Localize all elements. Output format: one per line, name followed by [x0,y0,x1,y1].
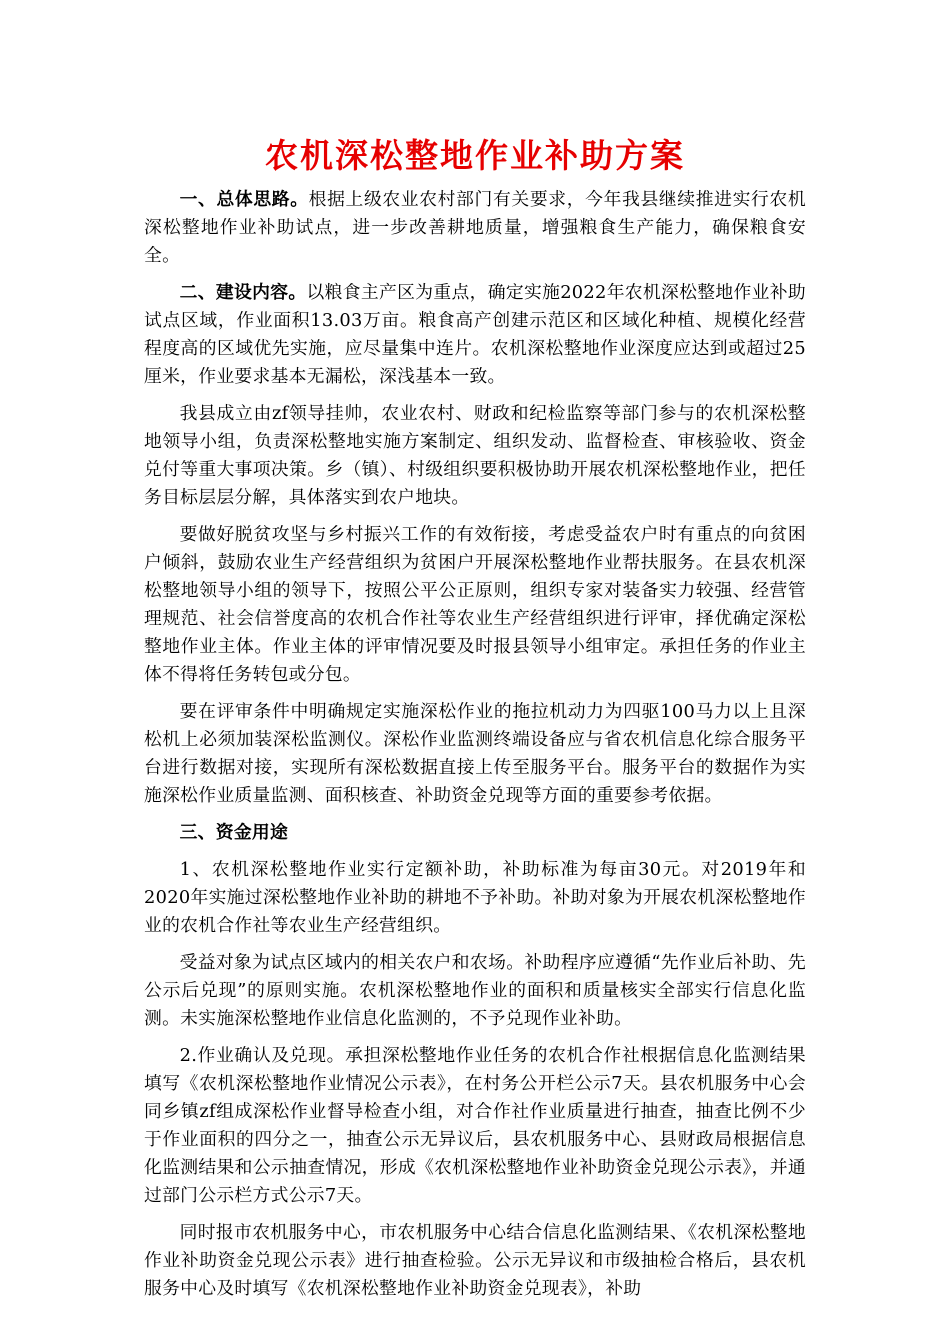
paragraph-evaluation-conditions [144,698,806,810]
paragraph-text: 要做好脱贫攻坚与乡村振兴工作的有效衔接，考虑受益农户时有重点的向贫困户倾斜，鼓励农业生产经营组织为贫困户开展深松整地作业帮扶服务。在县农机深松整地领导小组的领导下，按照公平公正原则，组织专家对装备实力较强、经营管理规范、社会信誉度高的农机合作社等农业生产经营组织进行评审，择优确定深松整地作业主体。作业主体的评审情况要及时报县领导小组审定。承担任务的作业主体不得将任务转包或分包。 [144,524,806,685]
paragraph-beneficiaries [144,949,806,1033]
paragraph-text: 以粮食主产区为重点，确定实施2022年农机深松整地作业补助试点区域，作业面积13.03万亩。粮食高产创建示范区和区域化种植、规模化经营程度高的区域优先实施，应尽量集中连片。农机深松整地作业深度应达到或超过25厘米，作业要求基本无漏松，深浅基本一致。 [144,282,807,387]
paragraph-text: 同时报市农机服务中心，市农机服务中心结合信息化监测结果、《农机深松整地作业补助资金兑现公示表》进行抽查检验。公示无异议和市级抽检合格后，县农机服务中心及时填写《农机深松整地作业补助资金兑现表》，补助 [144,1222,806,1299]
paragraph-fund-usage-heading [144,819,806,847]
paragraph-confirmation-payment [144,1042,806,1210]
section-heading: 二、建设内容。 [179,282,307,303]
paragraph-text: 根据上级农业农村部门有关要求，今年我县继续推进实行农机深松整地作业补助试点，进一步改善耕地质量，增强粮食生产能力，确保粮食安全。 [144,189,806,266]
paragraph-overall-idea [144,186,806,270]
section-heading: 三、资金用途 [179,822,289,843]
paragraph-leading-group [144,400,806,512]
paragraph-subsidy-standard [144,856,806,940]
paragraph-text: 受益对象为试点区域内的相关农户和农场。补助程序应遵循“先作业后补助、先公示后兑现”的原则实施。农机深松整地作业的面积和质量核实全部实行信息化监测。未实施深松整地作业信息化监测的，不予兑现作业补助。 [144,952,806,1029]
section-heading: 一、总体思路。 [179,189,309,210]
document-body [144,186,806,1312]
paragraph-city-report [144,1219,806,1303]
paragraph-text: 要在评审条件中明确规定实施深松作业的拖拉机动力为四驱100马力以上且深松机上必须加装深松监测仪。深松作业监测终端设备应与省农机信息化综合服务平台进行数据对接，实现所有深松数据直接上传至服务平台。服务平台的数据作为实施深松作业质量监测、面积核查、补助资金兑现等方面的重要参考依据。 [144,701,806,806]
paragraph-poverty-alleviation [144,521,806,689]
paragraph-text: 我县成立由zf领导挂帅，农业农村、财政和纪检监察等部门参与的农机深松整地领导小组，负责深松整地实施方案制定、组织发动、监督检查、审核验收、资金兑付等重大事项决策。乡（镇）、村级组织要积极协助开展农机深松整地作业，把任务目标层层分解，具体落实到农户地块。 [144,403,806,508]
paragraph-text: 2.作业确认及兑现。承担深松整地作业任务的农机合作社根据信息化监测结果填写《农机深松整地作业情况公示表》，在村务公开栏公示7天。县农机服务中心会同乡镇zf组成深松作业督导检查小组，对合作社作业质量进行抽查，抽查比例不少于作业面积的四分之一，抽查公示无异议后，县农机服务中心、县财政局根据信息化监测结果和公示抽查情况，形成《农机深松整地作业补助资金兑现公示表》，并通过部门公示栏方式公示7天。 [144,1045,806,1206]
paragraph-text: 1、农机深松整地作业实行定额补助，补助标准为每亩30元。对2019年和2020年实施过深松整地作业补助的耕地不予补助。补助对象为开展农机深松整地作业的农机合作社等农业生产经营组织。 [144,859,806,936]
paragraph-construction-content [144,279,806,391]
document-title: 农机深松整地作业补助方案 [265,136,685,175]
